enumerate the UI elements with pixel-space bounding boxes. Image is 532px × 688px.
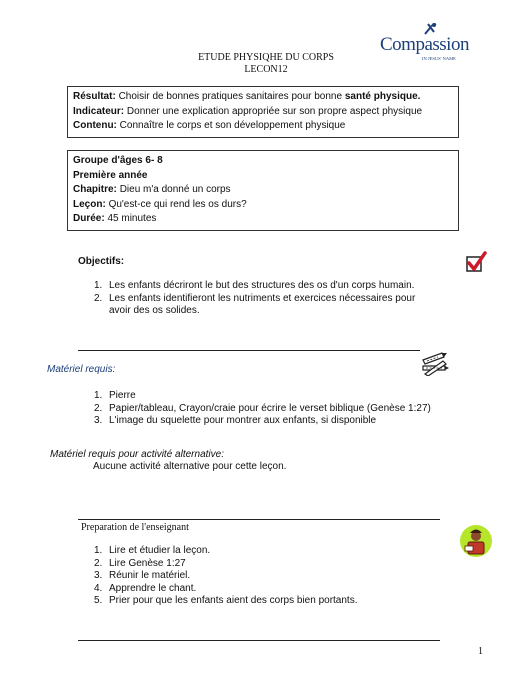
page-number: 1	[478, 646, 483, 657]
list-item: 1. Lire et étudier la leçon.	[94, 545, 211, 556]
lecon-text: Qu'est-ce qui rend les os durs?	[108, 198, 247, 210]
logo-wordmark: Compassion	[380, 34, 469, 55]
contenu-label: Contenu:	[73, 120, 117, 131]
lesson-title-line2: LECON12	[244, 64, 288, 75]
section-divider	[78, 350, 420, 351]
duree-text: 45 minutes	[107, 213, 157, 224]
teacher-preparation-heading: Preparation de l'enseignant	[81, 522, 189, 533]
lecon-line	[73, 198, 453, 213]
list-item: 2. Lire Genèse 1:27	[94, 557, 186, 569]
list-item: 3. L'image du squelette pour montrer aux enfants, si disponible	[94, 415, 377, 426]
alternative-materials-heading: Matériel requis pour activité alternative:	[50, 449, 224, 460]
indicateur-text: Donner une explication appropriée sur son propre aspect physique	[126, 105, 423, 117]
duree-line	[73, 212, 453, 227]
logo-tagline: IN JESUS' NAME	[422, 56, 456, 61]
chapitre-label: Chapitre:	[73, 184, 117, 195]
duree-label: Durée:	[73, 213, 105, 224]
resultat-bold: santé physique.	[344, 91, 421, 102]
list-item: 1. Pierre	[94, 390, 136, 401]
age-group: Groupe d'âges 6- 8	[73, 155, 163, 166]
compassion-logo	[378, 22, 478, 66]
school-year: Première année	[73, 169, 148, 181]
chapitre-line	[73, 183, 453, 198]
section-divider	[78, 519, 440, 520]
contenu-line	[73, 119, 453, 134]
list-item: 1. Les enfants décriront le but des structures des os d'un corps humain.	[94, 280, 415, 291]
pencils-icon	[420, 350, 450, 376]
lesson-title-line1: ETUDE PHYSIQHE DU CORPS	[198, 52, 334, 63]
resultat-label: Résultat:	[73, 91, 116, 102]
contenu-text: Connaître le corps et son développement physique	[119, 120, 346, 131]
list-item: 5. Prier pour que les enfants aient des corps bien portants.	[94, 595, 358, 606]
alternative-materials-text: Aucune activité alternative pour cette leçon.	[93, 461, 287, 472]
indicateur-label: Indicateur:	[73, 105, 125, 117]
list-item: 3. Réunir le matériel.	[94, 570, 191, 581]
lesson-info-box	[67, 150, 459, 231]
section-divider	[78, 640, 440, 641]
materials-heading: Matériel requis:	[47, 364, 116, 375]
chapitre-text: Dieu m'a donné un corps	[119, 184, 231, 195]
list-item: 4. Apprendre le chant.	[94, 582, 197, 594]
resultat-text: Choisir de bonnes pratiques sanitaires pour bonne	[118, 91, 345, 102]
preparation-list	[94, 545, 434, 608]
indicateur-line	[73, 105, 453, 120]
objectives-heading: Objectifs:	[78, 256, 125, 267]
teacher-icon	[459, 524, 493, 558]
list-item: 2. Les enfants identifieront les nutriments et exercices nécessaires pour avoir des os solides.	[94, 292, 416, 316]
list-item: 2. Papier/tableau, Crayon/craie pour écrire le verset biblique (Genèse 1:27)	[94, 402, 431, 414]
outcome-box	[67, 86, 459, 138]
lecon-label: Leçon:	[73, 198, 106, 210]
resultat-line	[73, 90, 453, 105]
objectives-list	[94, 280, 434, 318]
checkbox-check-icon	[465, 251, 487, 273]
materials-list	[94, 390, 454, 428]
